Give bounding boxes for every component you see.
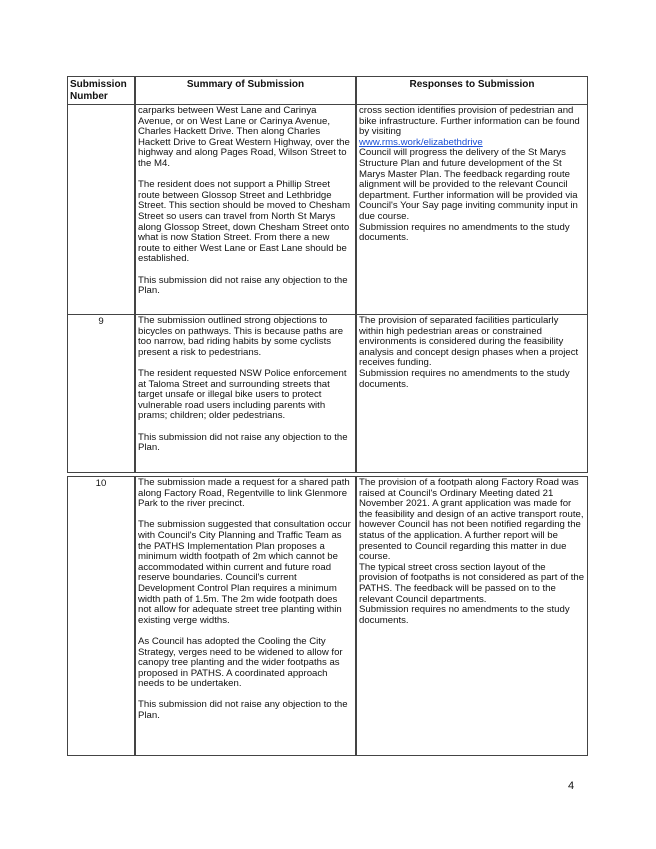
submission-number: 9 [67,314,135,473]
response-paragraph: The provision of a footpath along Factory Road was raised at Council's Ordinary Meeting dated 21 November 2021. A grant application was made for the feasibility and design of an active transport route, however Council has not been notified regarding the status of the application. A further report will be presented to Council regarding this matter in due course. [359,477,584,563]
summary-paragraph: This submission did not raise any objection to the Plan. [138,274,348,297]
table-row [67,476,588,756]
summary-cell [135,104,356,315]
response-paragraph: Submission requires no amendments to the study documents. [359,604,570,626]
elizabeth-drive-link[interactable]: www.rms.work/elizabethdrive [359,136,483,148]
header-submission-number: Submission Number [67,76,135,105]
page-number: 4 [568,780,575,792]
table-row [67,314,588,473]
submission-number [67,104,135,315]
response-cell [356,314,588,473]
header-response: Responses to Submission [356,76,588,105]
submission-number: 10 [67,476,135,756]
response-paragraph: cross section identifies provision of pedestrian and bike infrastructure. Further information can be found by visiting [359,105,580,138]
response-cell [356,476,588,756]
summary-paragraph: The submission outlined strong objections to bicycles on pathways. This is because paths are too narrow, bad riding habits by some cyclists present a risk to pedestrians. [138,315,344,358]
summary-paragraph: The submission suggested that consultation occur with Council's City Planning and Traffic Team as the PATHS Implementation Plan proposes a minimum width footpath of 2m which cannot be accommodated within current and future road reserve boundaries. Council's current Development Control Plan requires a minimum width path of 1.5m. The 2m wide footpath does not allow for adequate street tree planting within existing verge widths. [138,519,351,626]
response-paragraph: The provision of separated facilities particularly within high pedestrian areas or constrained environments is considered during the feasibility analysis and concept design phases when a project receives funding. [359,315,579,369]
response-paragraph: Submission requires no amendments to the study documents. [359,367,570,390]
summary-cell [135,314,356,473]
summary-paragraph: The resident requested NSW Police enforcement at Taloma Street and surrounding streets that target unsafe or illegal bike users to protect vulnerable road users including parents with prams; children; older pedestrians. [138,367,347,422]
summary-paragraph: This submission did not raise any objection to the Plan. [138,699,348,722]
summary-paragraph: The resident does not support a Phillip Street route between Glossop Street and Lethbridge Street. This section should be moved to Chesham Street so users can travel from North St Marys along Glossop Street, down Chesham Street onto what is now Station Street. From there a new route to either West Lane or East Lane should be established. [138,179,351,265]
table-header-row [67,76,588,105]
response-paragraph: Submission requires no amendments to the study documents. [359,221,570,244]
response-paragraph: Council will progress the delivery of the St Marys Structure Plan and future development of the St Marys Master Plan. The feedback regarding route alignment will be provided to the relevant Council department. Further information will be provided via Council's Your Say page inviting community input in due course. [359,147,578,222]
response-cell [356,104,588,315]
header-summary: Summary of Submission [135,76,356,105]
summary-paragraph: As Council has adopted the Cooling the City Strategy, verges need to be widened to allow for canopy tree planting and the wider footpaths as proposed in PATHS. A coordinated approach needs to be undertaken. [138,635,343,690]
summary-paragraph: The submission made a request for a shared path along Factory Road, Regentville to link Glenmore Park to the river precinct. [138,477,350,510]
summary-cell [135,476,356,756]
summary-paragraph: This submission did not raise any objection to the Plan. [138,431,348,454]
response-paragraph: The typical street cross section layout of the provision of footpaths is not considered as part of the PATHS. The feedback will be passed on to the relevant Council departments. [359,561,585,605]
table-row [67,104,588,315]
summary-paragraph: carparks between West Lane and Carinya Avenue, or on West Lane or Carinya Avenue, Charles Hackett Drive. Then along Charles Hackett Drive to Great Western Highway, over the highway and along Pages Road, Wilson Street to the M4. [138,105,350,169]
